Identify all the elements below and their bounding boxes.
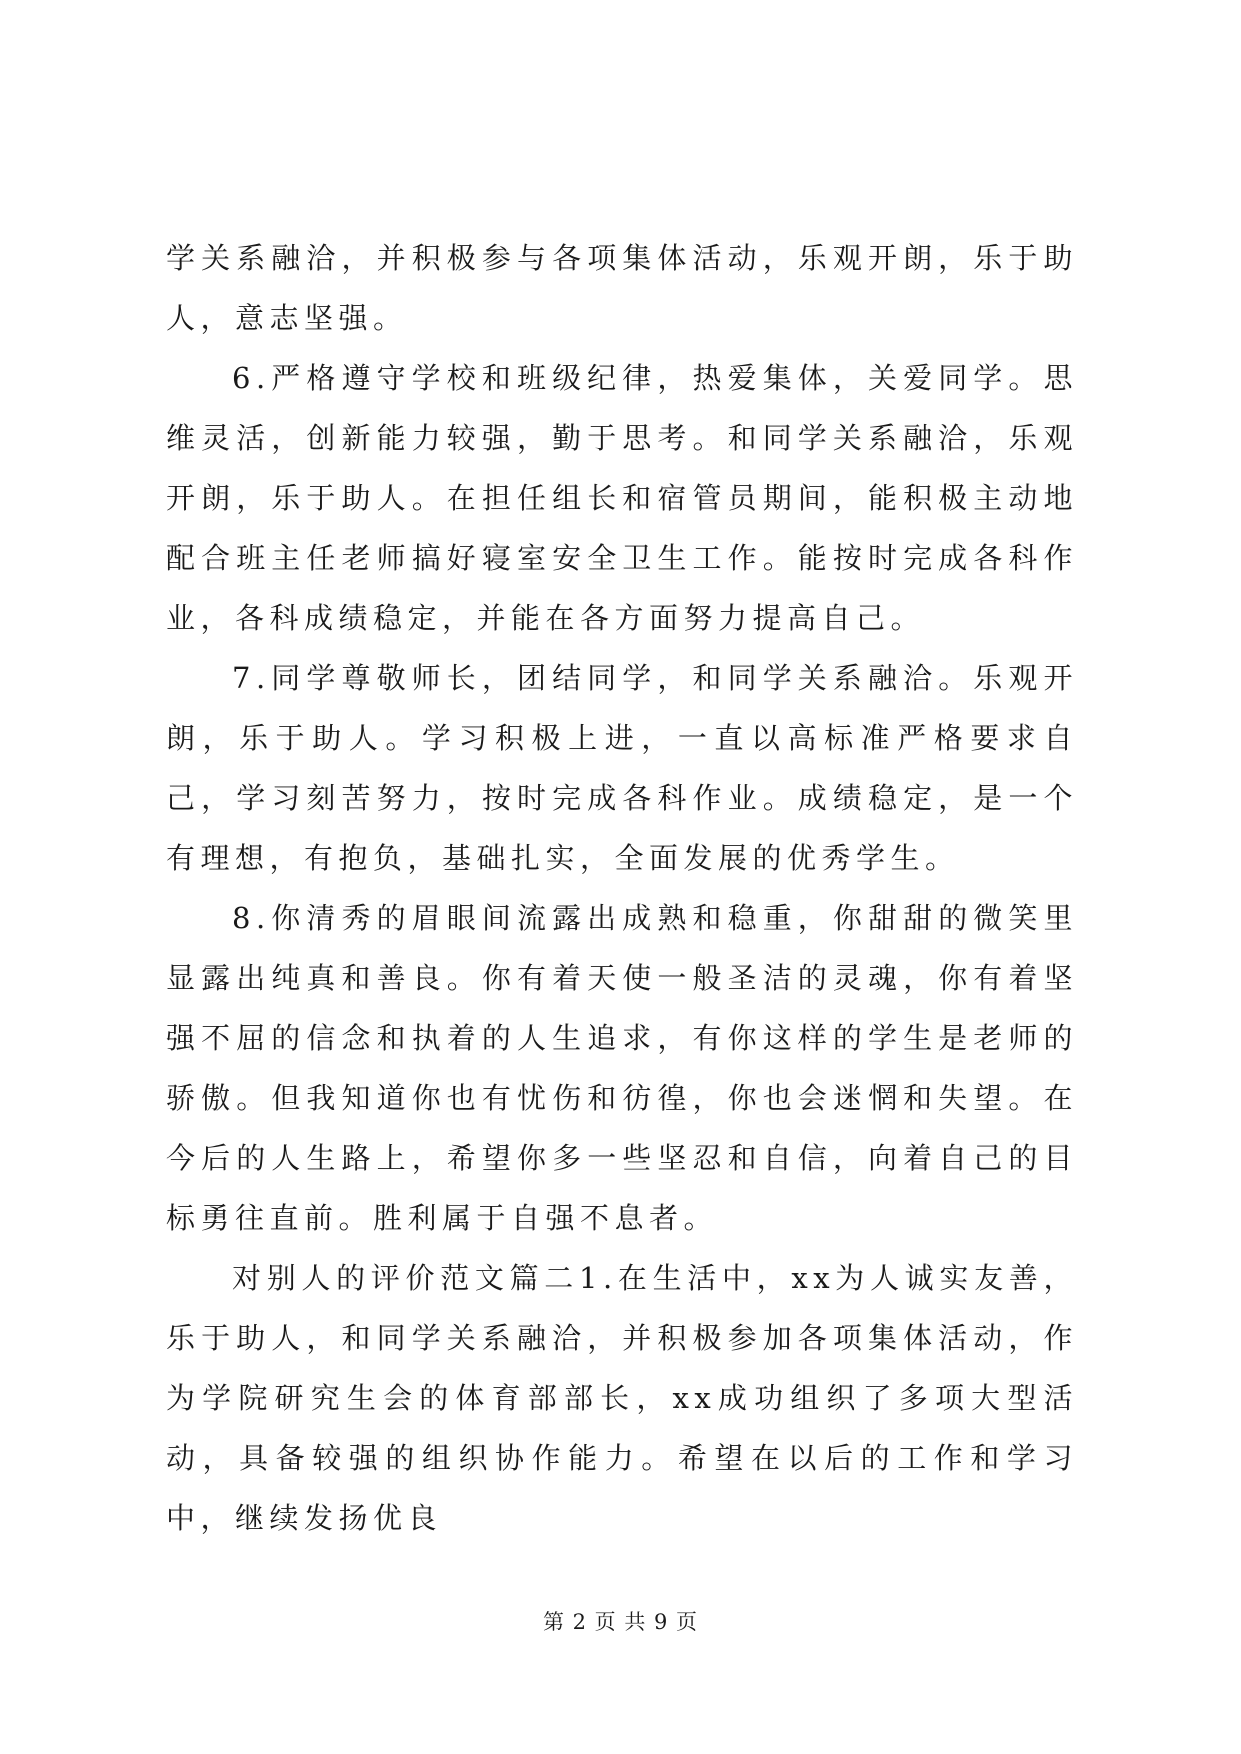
paragraph-item-7: 7.同学尊敬师长，团结同学，和同学关系融洽。乐观开朗，乐于助人。学习积极上进，一直以高标准严格要求自己，学习刻苦努力，按时完成各科作业。成绩稳定，是一个有理想，有抱负，基础扎实，全面发展的优秀学生。: [166, 661, 1078, 875]
page-number-label: 第 2 页 共 9 页: [542, 1610, 699, 1634]
paragraph-item-6: 6.严格遵守学校和班级纪律，热爱集体，关爱同学。思维灵活，创新能力较强，勤于思考。和同学关系融洽，乐观开朗，乐于助人。在担任组长和宿管员期间，能积极主动地配合班主任老师搞好寝室安全卫生工作。能按时完成各科作业，各科成绩稳定，并能在各方面努力提高自己。: [166, 361, 1078, 635]
paragraph-section-two: 对别人的评价范文篇二1.在生活中，xx为人诚实友善，乐于助人，和同学关系融洽，并积极参加各项集体活动，作为学院研究生会的体育部部长，xx成功组织了多项大型活动，具备较强的组织协作能力。希望在以后的工作和学习中，继续发扬优良: [166, 1261, 1078, 1535]
page-footer: [0, 1606, 1241, 1636]
document-body: [166, 228, 1078, 1548]
paragraph-item-8: 8.你清秀的眉眼间流露出成熟和稳重，你甜甜的微笑里显露出纯真和善良。你有着天使一般圣洁的灵魂，你有着坚强不屈的信念和执着的人生追求，有你这样的学生是老师的骄傲。但我知道你也有忧伤和彷徨，你也会迷惘和失望。在今后的人生路上，希望你多一些坚忍和自信，向着自己的目标勇往直前。胜利属于自强不息者。: [166, 901, 1078, 1235]
paragraph-continuation: 学关系融洽，并积极参与各项集体活动，乐观开朗，乐于助人，意志坚强。: [166, 241, 1078, 335]
